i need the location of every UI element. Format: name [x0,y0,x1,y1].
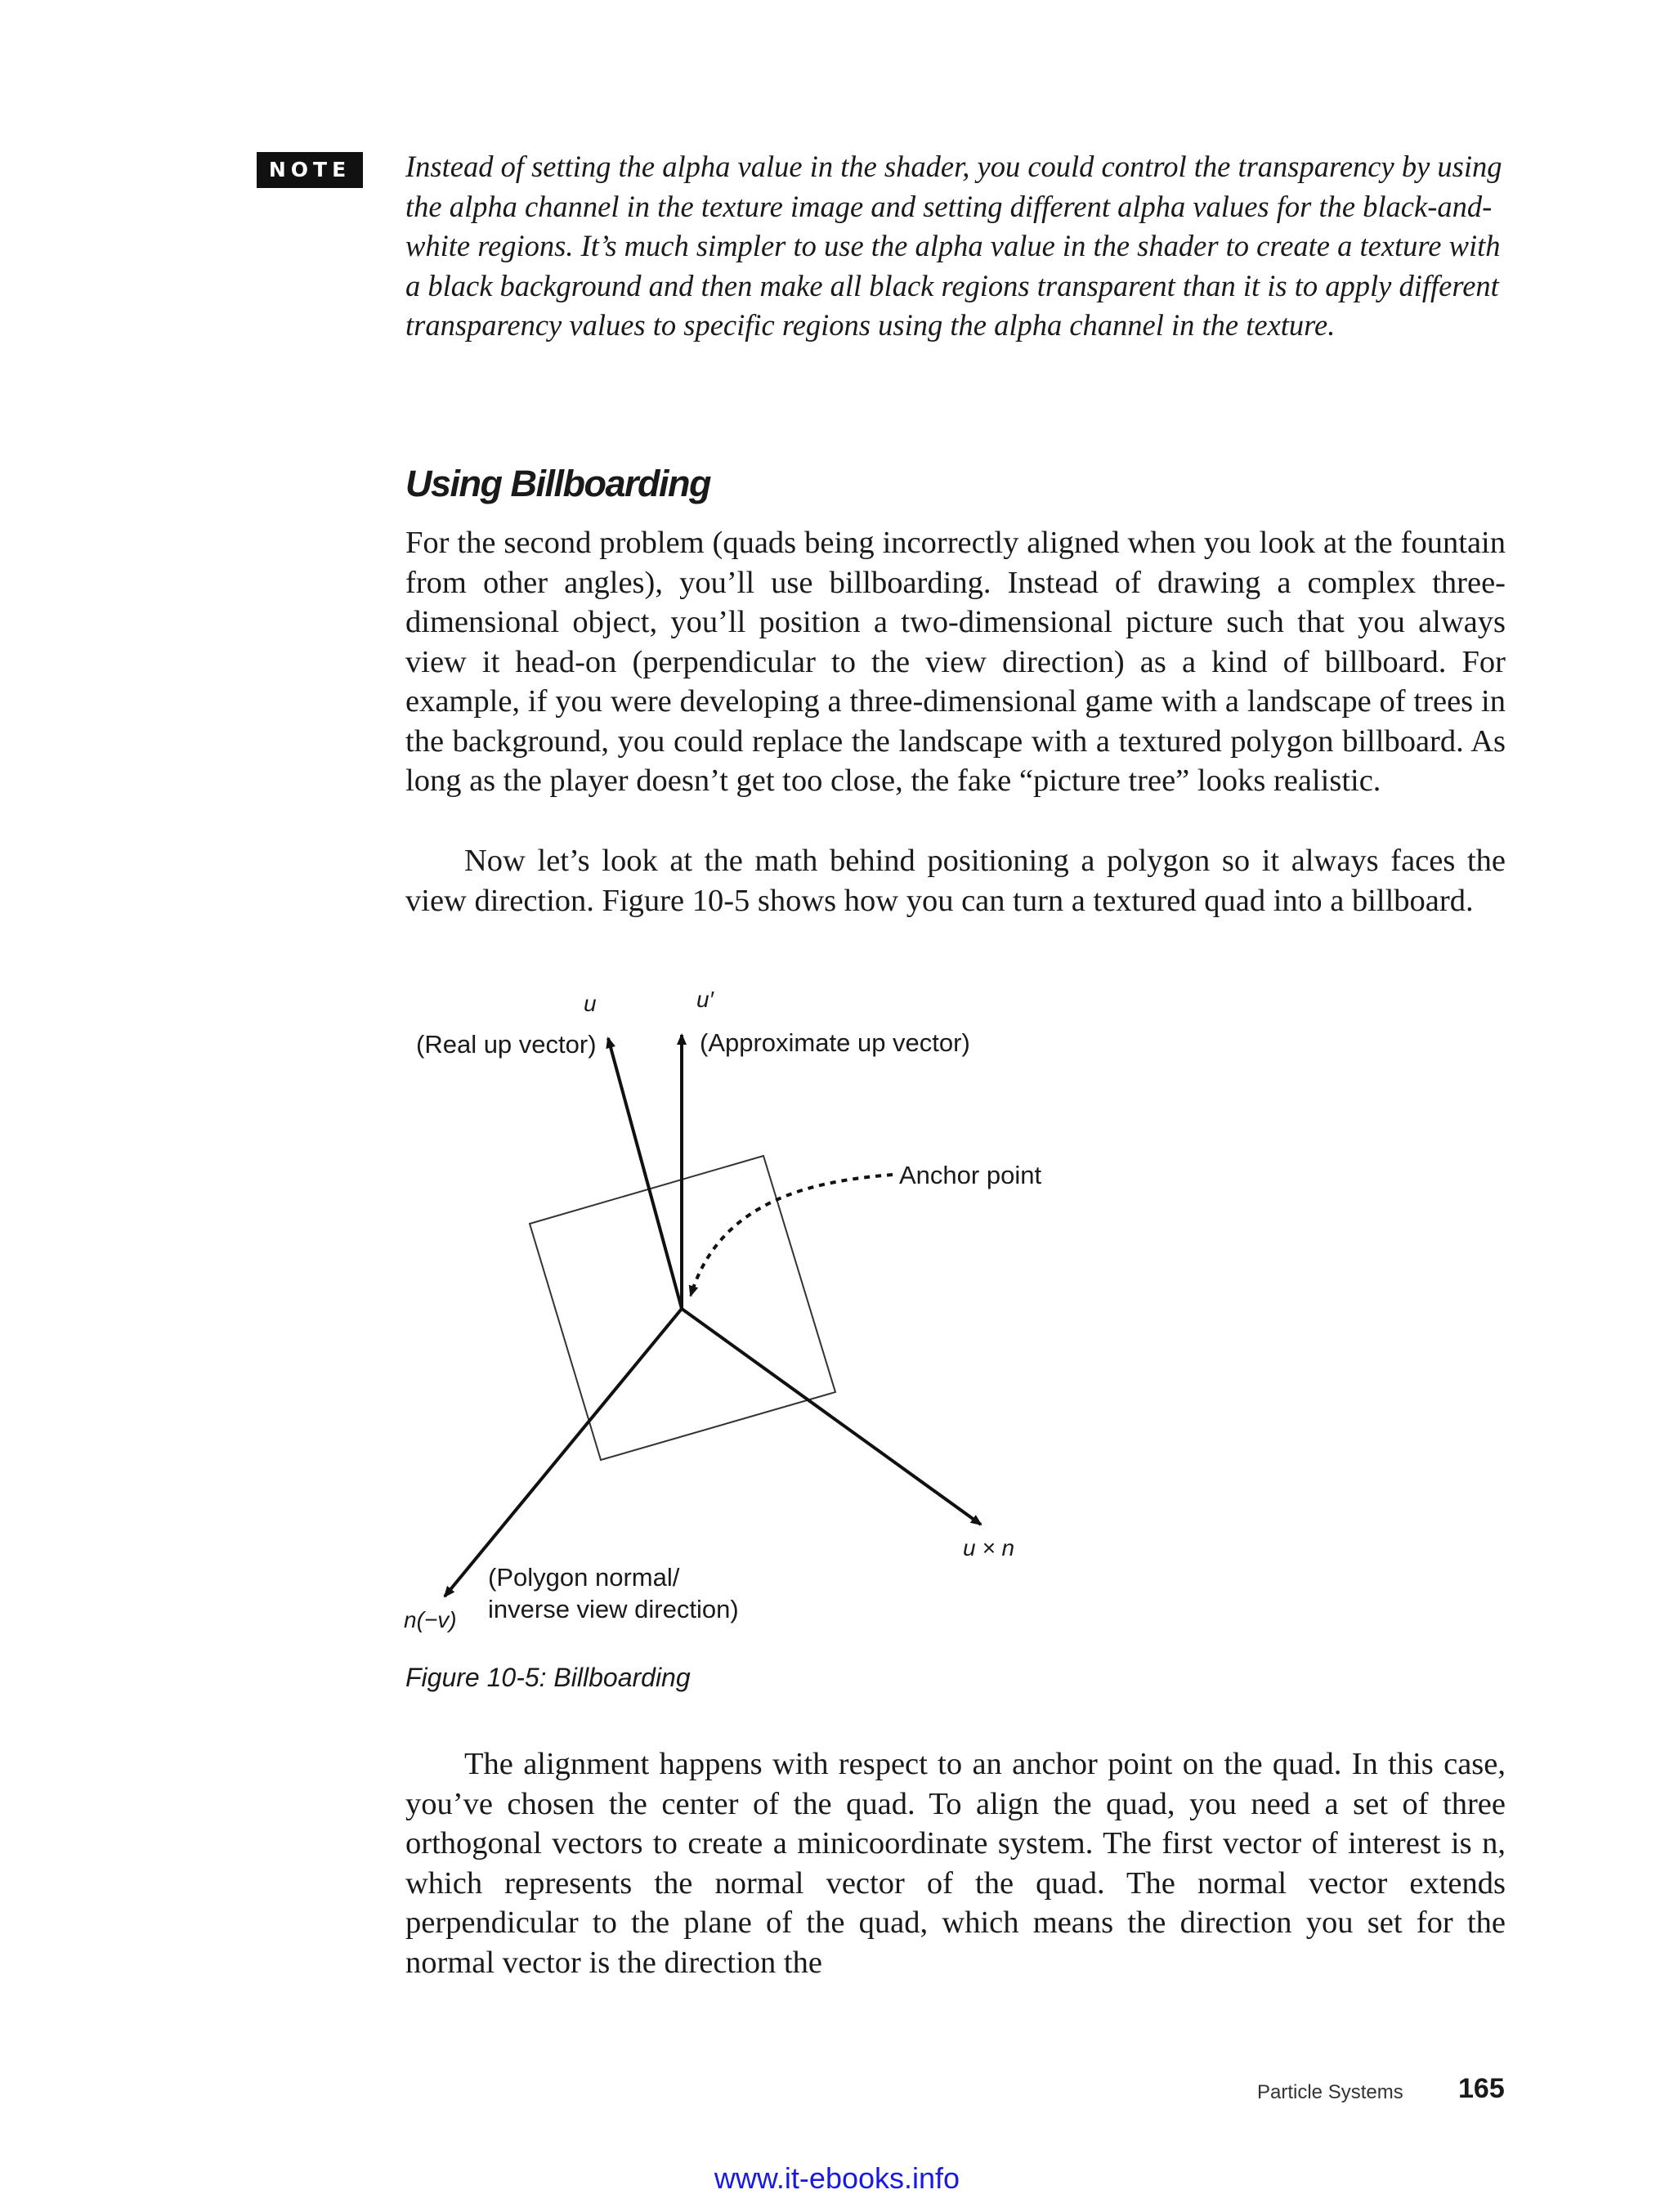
note-badge: NOTE [257,152,363,188]
label-u-prime: u′ [696,987,714,1012]
anchor-pointer-curve [691,1175,893,1296]
label-inverse-view: inverse view direction) [488,1595,739,1623]
label-anchor-point: Anchor point [899,1161,1042,1189]
label-u: u [584,991,597,1016]
normal-arrow [445,1309,682,1596]
u-cross-n-arrow [682,1309,981,1525]
figure-caption: Figure 10-5: Billboarding [405,1663,691,1692]
paragraph: For the second problem (quads being incorrectly aligned when you look at the fountain from other angles), you’ll use billboarding. Instead of drawing a complex three-dimensional object, you’ll position a two-dimensional picture such that you always view it head-on (perpendicular to the view direction) as a kind of billboard. For example, if you were developing a three-dimensional game with a landscape of trees in the background, you could replace the landscape with a textured polygon billboard. As long as the player doesn’t get too close, the fake “picture tree” looks realistic. [405,526,1506,798]
page-number: 165 [1458,2073,1505,2104]
real-up-vector-arrow [608,1038,682,1309]
footer-chapter-title: Particle Systems [1257,2081,1403,2103]
paragraph: Now let’s look at the math behind positioning a polygon so it always faces the view direction. Figure 10-5 shows how you can turn a textured quad into a billboard. [405,844,1506,918]
billboarding-figure [376,981,1112,1659]
label-u-cross-n: u × n [963,1535,1015,1560]
paragraph: The alignment happens with respect to an anchor point on the quad. In this case, you’ve chosen the center of the quad. To align the quad, you need a set of three orthogonal vectors to create a minicoordinate system. The first vector of interest is n, which represents the normal vector of the quad. The normal vector extends perpendicular to the plane of the quad, which means the direction you set for the normal vector is the direction the [405,1747,1506,1980]
section-heading: Using Billboarding [405,463,710,504]
label-n-minus-v: n(−v) [404,1607,457,1632]
note-text: Instead of setting the alpha value in the shader, you could control the transparency by using the alpha channel in the texture image and setting different alpha values for the black-and-white regions. It’s much simpler to use the alpha value in the shader to create a texture with a black background and then make all black regions transparent than it is to apply different transparency values to specific regions using the alpha channel in the texture. [405,150,1502,342]
watermark-link[interactable]: www.it-ebooks.info [714,2161,960,2195]
label-polygon-normal: (Polygon normal/ [488,1563,680,1592]
label-approx-up: (Approximate up vector) [700,1028,970,1057]
label-real-up: (Real up vector) [416,1030,597,1059]
